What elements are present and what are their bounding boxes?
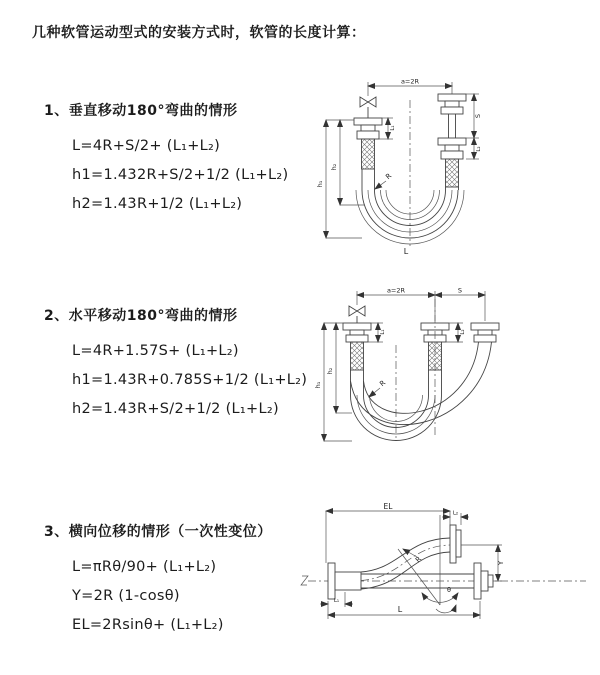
diagram-vertical-180-bend [302,72,594,258]
section-heading: 1、垂直移动180°弯曲的情形 [44,103,238,119]
dim-label-h1: h₁ [314,381,322,389]
dim-label-r: R [378,378,388,389]
dim-label-L: L [403,247,409,256]
dim-label-r: R [384,171,394,182]
dim-label-h2: h₂ [326,367,334,375]
diagram-lateral-displacement [298,503,596,648]
dim-label-l1: L₁ [390,125,396,131]
dim-label-y: Y [497,560,505,566]
formula-line: h1=1.432R+S/2+1/2 (L₁+L₂) [72,167,289,183]
formula-line: EL=2Rsinθ+ (L₁+L₂) [72,617,224,633]
dim-label-L: L [397,605,403,614]
formula-list [72,553,272,640]
formula-line: h2=1.43R+1/2 (L₁+L₂) [72,196,243,212]
formula-line: h2=1.43R+S/2+1/2 (L₁+L₂) [72,401,279,417]
dim-label-a2r: a=2R [400,77,420,86]
dim-label-el: EL [383,503,393,511]
formula-line: h1=1.43R+0.785S+1/2 (L₁+L₂) [72,372,308,388]
dim-label-l2: L₂ [476,146,482,152]
valve-icon [349,306,365,316]
dim-label-r: R [414,555,424,565]
section-lateral-displacement [44,521,272,640]
dim-label-s: S [474,113,482,119]
dim-label-l2: L₂ [460,329,466,335]
dim-label-a2r: a=2R [386,286,406,295]
section-heading: 2、水平移动180°弯曲的情形 [44,308,238,324]
formula-list [72,337,307,424]
formula-line: L=4R+1.57S+ (L₁+L₂) [72,343,239,359]
section-horizontal-movement [44,305,307,424]
formula-line: Y=2R (1-cosθ) [72,588,180,604]
diagram-horizontal-180-bend [302,283,594,455]
section-vertical-movement [44,100,288,219]
valve-icon [360,97,376,107]
formula-line: L=πRθ/90+ (L₁+L₂) [72,559,217,575]
centerline-mark [301,576,308,585]
dim-label-theta: θ [447,586,451,594]
dim-label-l2: L₂ [452,510,459,517]
section-heading: 3、横向位移的情形（一次性变位） [44,524,272,540]
dim-label-l1: L₁ [333,598,340,604]
page-title: 几种软管运动型式的安装方式时，软管的长度计算： [32,25,366,41]
formula-line: L=4R+S/2+ (L₁+L₂) [72,138,221,154]
dim-label-l1: L₁ [380,329,386,335]
formula-list [72,132,288,219]
dim-label-h1: h₁ [316,180,324,188]
dim-label-s: S [457,286,463,295]
dim-label-h2: h₂ [330,163,338,171]
